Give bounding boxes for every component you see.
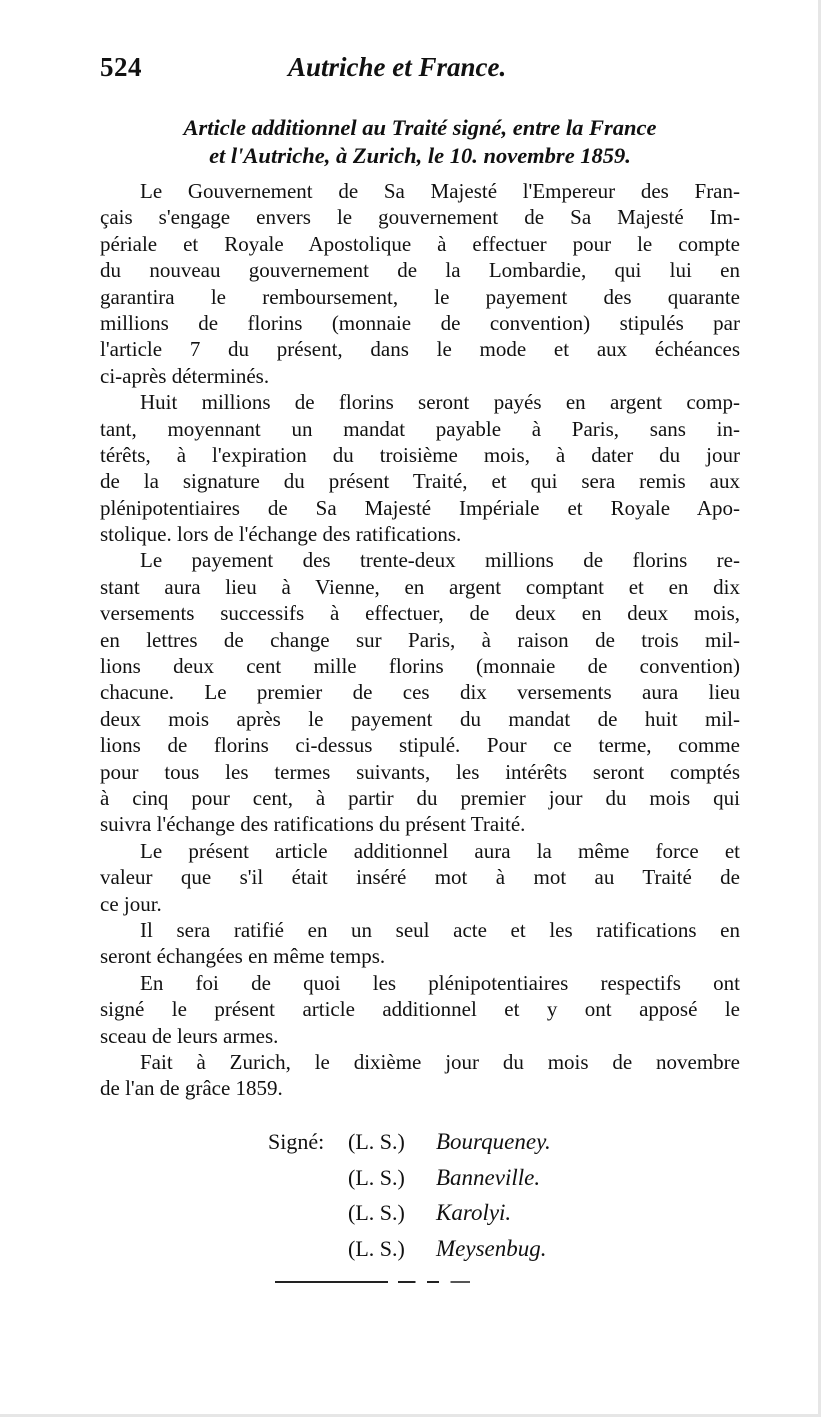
- body-line: En foi de quoi les plénipotentiaires respectifs ont: [140, 970, 740, 995]
- body-line: signé le présent article additionnel et y ont apposé le: [100, 997, 740, 1022]
- page-header: [100, 52, 740, 92]
- body-line: du nouveau gouvernement de la Lombardie, qui lui en: [100, 258, 740, 283]
- body-line: lions deux cent mille florins (monnaie de convention): [100, 654, 740, 679]
- body-line: tant, moyennant un mandat payable à Paris, sans in-: [100, 416, 740, 441]
- body-line: Il sera ratifié en un seul acte et les ratifications en: [140, 917, 740, 942]
- signatory-name: Bourqueney.: [436, 1129, 551, 1154]
- body-line: en lettres de change sur Paris, à raison de trois mil-: [100, 627, 740, 652]
- body-line: Le payement des trente-deux millions de florins re-: [140, 548, 740, 573]
- body-line: périale et Royale Apostolique à effectuer pour le compte: [100, 231, 740, 256]
- body-line: Huit millions de florins seront payés en argent comp-: [140, 390, 740, 415]
- body-line: de la signature du présent Traité, et qui sera remis aux: [100, 469, 740, 494]
- article-body: [100, 178, 740, 1102]
- body-line: Le présent article additionnel aura la même force et: [140, 838, 740, 863]
- seal-mark: (L. S.): [348, 1235, 405, 1261]
- body-line: Fait à Zurich, le dixième jour du mois de novembre: [140, 1049, 740, 1074]
- body-line: suivra l'échange des ratifications du présent Traité.: [100, 812, 526, 837]
- body-line: valeur que s'il était inséré mot à mot au Traité de: [100, 865, 740, 890]
- body-line: à cinq pour cent, à partir du premier jour du mois qui: [100, 785, 740, 810]
- article-title-line-2: et l'Autriche, à Zurich, le 10. novembre 1859.: [209, 143, 631, 168]
- seal-mark: (L. S.): [348, 1129, 405, 1154]
- seal-mark: (L. S.): [348, 1200, 405, 1225]
- body-line: ce jour.: [100, 891, 162, 916]
- seal-mark: (L. S.): [348, 1164, 405, 1190]
- signature-block: [268, 1124, 551, 1266]
- body-line: stant aura lieu à Vienne, en argent comptant et en dix: [100, 574, 740, 599]
- body-line: stolique. lors de l'échange des ratifications.: [100, 522, 462, 547]
- running-title: Autriche et France.: [288, 52, 507, 82]
- body-line: garantira le remboursement, le payement des quarante: [100, 284, 740, 309]
- body-line: millions de florins (monnaie de convention) stipulés par: [100, 310, 740, 335]
- body-line: plénipotentiaires de Sa Majesté Impériale et Royale Apo-: [100, 495, 740, 520]
- article-title: [100, 114, 740, 170]
- body-line: de l'an de grâce 1859.: [100, 1076, 283, 1101]
- signatory-name: Banneville.: [436, 1164, 541, 1190]
- body-line: térêts, à l'expiration du troisième mois, à dater du jour: [100, 442, 740, 467]
- body-line: lions de florins ci-dessus stipulé. Pour ce terme, comme: [100, 733, 740, 758]
- body-line: deux mois après le payement du mandat de huit mil-: [100, 706, 740, 731]
- body-line: Le Gouvernement de Sa Majesté l'Empereur des Fran-: [140, 179, 740, 203]
- signature-row: [268, 1160, 551, 1196]
- body-line: çais s'engage envers le gouvernement de Sa Majesté Im-: [100, 205, 740, 230]
- article-title-line-1: Article additionnel au Traité signé, entre la France: [183, 115, 657, 140]
- signature-label: Signé:: [268, 1129, 325, 1154]
- body-line: l'article 7 du présent, dans le mode et aux échéances: [100, 337, 740, 362]
- signatory-name: Meysenbug.: [436, 1235, 547, 1261]
- page-number: 524: [100, 52, 142, 82]
- body-line: chacune. Le premier de ces dix versements aura lieu: [100, 680, 740, 705]
- body-line: ci-après déterminés.: [100, 363, 270, 388]
- signature-row: [268, 1124, 551, 1160]
- body-line: seront échangées en même temps.: [100, 944, 386, 969]
- body-line: pour tous les termes suivants, les intérêts seront comptés: [100, 759, 740, 784]
- body-line: versements successifs à effectuer, de deux en deux mois,: [100, 601, 740, 626]
- signatory-name: Karolyi.: [436, 1200, 512, 1225]
- closing-rule: [275, 1281, 470, 1283]
- signature-row: [268, 1195, 551, 1231]
- body-line: sceau de leurs armes.: [100, 1023, 279, 1048]
- signature-row: [268, 1231, 551, 1267]
